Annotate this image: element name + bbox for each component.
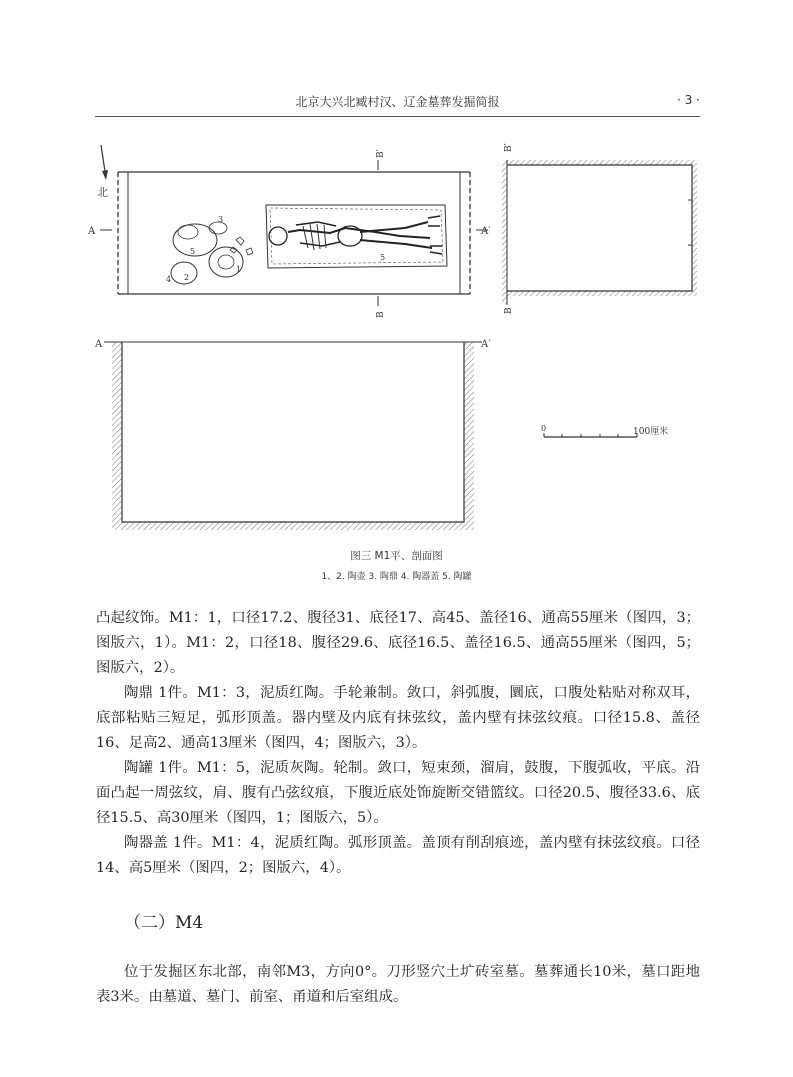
- page-number: · 3 ·: [677, 93, 700, 107]
- section-paragraph: 位于发掘区东北部，南邻M3，方向0°。刀形竖穴土圹砖室墓。墓葬通长10米，墓口距地表3米。由墓道、墓门、前室、甬道和后室组成。: [96, 964, 700, 1005]
- north-label: 北: [97, 186, 108, 199]
- section-label-a-prime: A′: [481, 226, 491, 237]
- scale-start: 0: [541, 424, 547, 433]
- running-title: 北京大兴北臧村汉、辽金墓葬发掘简报: [295, 95, 500, 109]
- section-label-b-prime: B′: [376, 149, 386, 158]
- scale-end: 100厘米: [633, 427, 669, 437]
- section-label-b: B: [376, 311, 386, 318]
- paragraph-1: 凸起纹饰。M1：1，口径17.2、腹径31、底径17、高45、盖径16、通高55厘米（图四，3；图版六，1）。M1：2，口径18、腹径29.6、底径16.5、盖径16.5、通高55厘米（图四，5；图版六，2）。: [96, 610, 700, 676]
- section-label-a: A: [88, 226, 96, 237]
- pottery-group: [166, 215, 253, 284]
- section-a-label-left: A: [95, 339, 103, 350]
- north-arrow: [97, 145, 108, 199]
- section-b-label-top: B′: [504, 143, 514, 152]
- section-heading: （二）M4: [124, 913, 204, 933]
- scale-bar: [541, 424, 668, 437]
- object-number-5a: 5: [190, 247, 196, 256]
- section-b-label-bottom: B: [504, 307, 514, 314]
- object-number-4: 4: [166, 275, 172, 284]
- figure-caption: 图三 M1平、剖面图: [350, 550, 443, 562]
- section-a-label-right: A′: [481, 339, 491, 350]
- body-text: [96, 606, 700, 881]
- plan-view: [87, 149, 491, 318]
- figure-legend: 1、2. 陶壶 3. 陶鼎 4. 陶器盖 5. 陶罐: [321, 572, 472, 582]
- object-number-5b: 5: [380, 253, 386, 262]
- section-a-view: [94, 339, 491, 530]
- object-number-3: 3: [218, 215, 224, 224]
- object-number-1: 1: [236, 265, 242, 274]
- paragraph-4: 陶器盖 1件。M1：4，泥质红陶。弧形顶盖。盖顶有削刮痕迹，盖内壁有抹弦纹痕。口径14、高5厘米（图四，2；图版六，4）。: [96, 835, 700, 876]
- coffin-and-skeleton: [266, 205, 447, 268]
- paragraph-2: 陶鼎 1件。M1：3，泥质红陶。手轮兼制。敛口，斜弧腹，圜底，口腹处粘贴对称双耳，底部粘贴三短足，弧形顶盖。器内壁及内底有抹弦纹，盖内壁有抹弦纹痕。口径15.8、盖径16、足高2、通高13厘米（图四，4；图版六，3）。: [96, 685, 700, 751]
- section-b-view: [502, 143, 697, 314]
- object-number-2: 2: [184, 273, 190, 282]
- paragraph-3: 陶罐 1件。M1：5，泥质灰陶。轮制。敛口，短束颈，溜肩，鼓腹，下腹弧收，平底。沿面凸起一周弦纹，肩、腹有凸弦纹痕，下腹近底处饰旋断交错篮纹。口径20.5、腹径33.6、底径15.5、高30厘米（图四，1；图版六，5）。: [96, 760, 700, 826]
- section-body: [96, 960, 700, 1010]
